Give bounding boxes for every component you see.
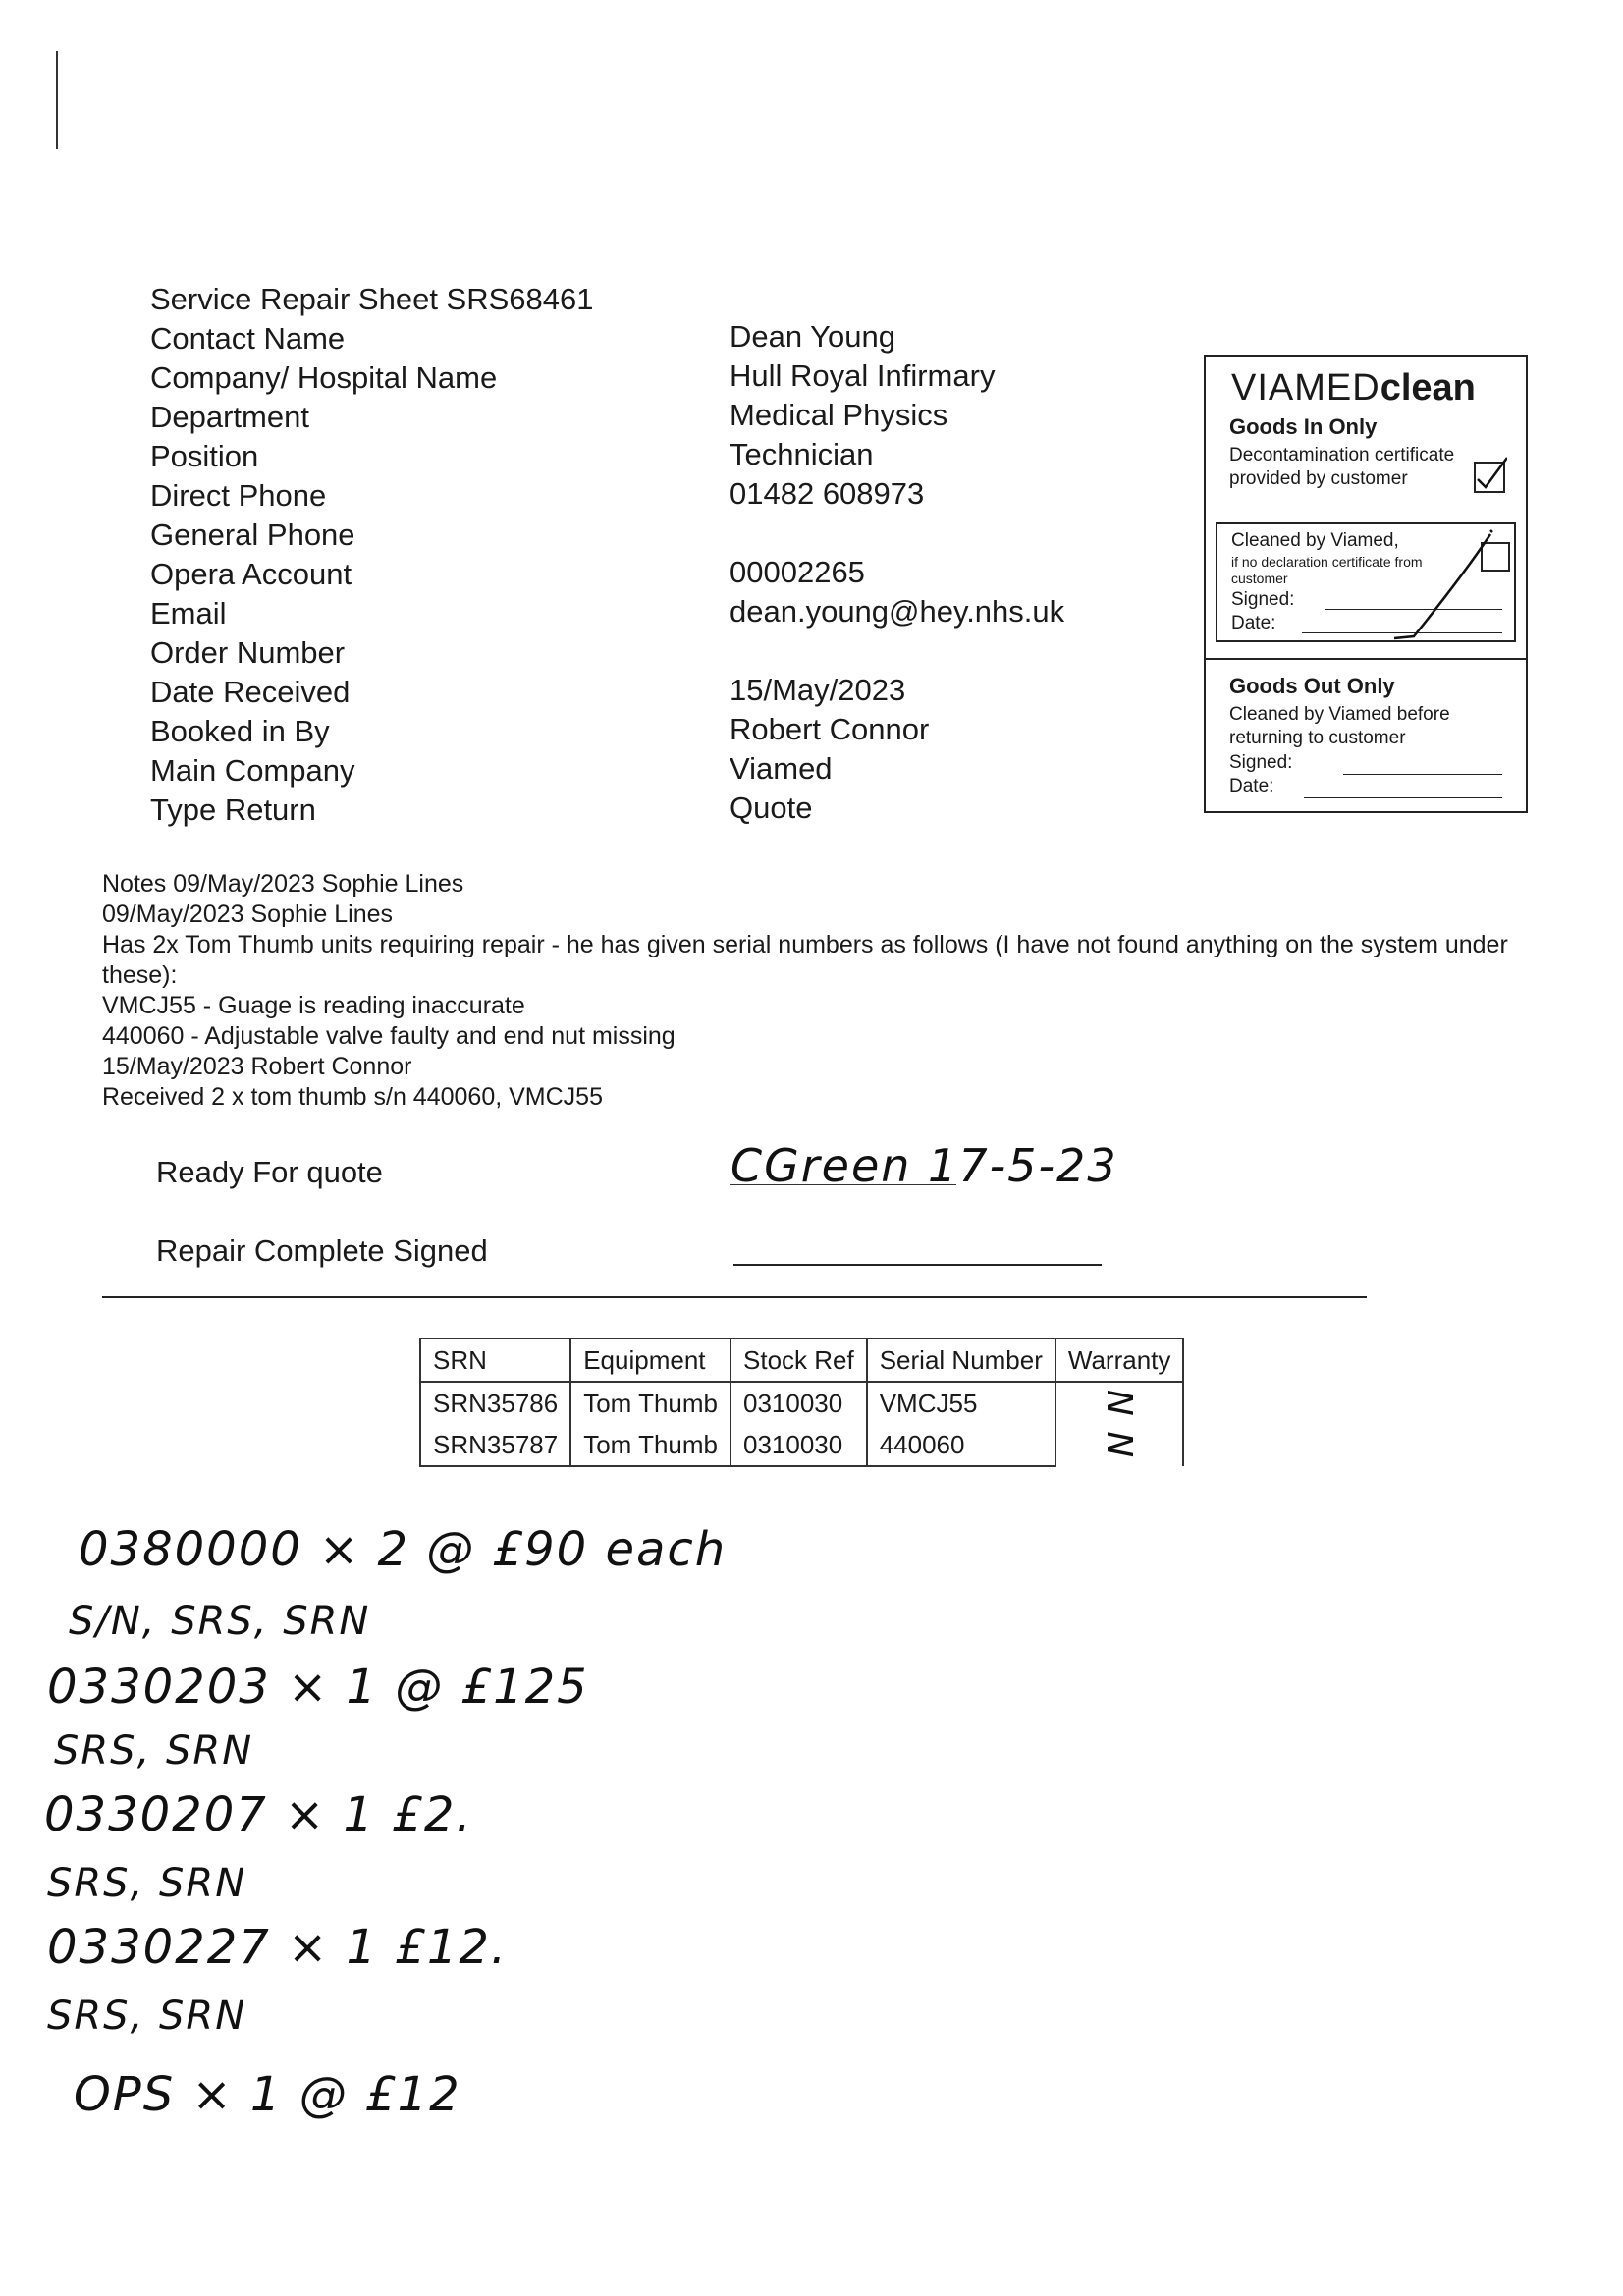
value-date-received: 15/May/2023: [730, 673, 906, 707]
notes-line: Has 2x Tom Thumb units requiring repair - he has given serial numbers as follows (I have not found anything on the system under these):: [102, 931, 1508, 989]
cell-serial: VMCJ55: [867, 1382, 1055, 1424]
col-srn: SRN: [420, 1339, 570, 1382]
value-email: dean.young@hey.nhs.uk: [730, 594, 1065, 629]
date-label-2: Date:: [1229, 776, 1274, 796]
sheet-title: Service Repair Sheet SRS68461: [150, 282, 594, 316]
value-position: Technician: [730, 437, 874, 471]
value-company: Hull Royal Infirmary: [730, 358, 996, 393]
date-label: Date:: [1231, 613, 1276, 633]
value-opera-account: 00002265: [730, 555, 865, 589]
label-date-received: Date Received: [150, 675, 351, 709]
handwritten-line: 0330227 × 1 £12.: [47, 1920, 509, 1975]
margin-mark: [56, 51, 58, 149]
cell-stock-ref: 0310030: [730, 1382, 867, 1424]
label-type-return: Type Return: [150, 793, 316, 827]
repair-complete-label: Repair Complete Signed: [156, 1233, 488, 1268]
no-declaration-text: if no declaration certificate from customer: [1231, 554, 1423, 586]
decon-checkbox[interactable]: [1474, 462, 1505, 493]
signature-underline: [730, 1184, 956, 1185]
value-order-number: [730, 631, 1064, 671]
label-department: Department: [150, 400, 309, 434]
label-direct-phone: Direct Phone: [150, 478, 327, 513]
warranty-handwriting: N N: [1099, 1389, 1140, 1460]
tick-mark-icon: [1474, 456, 1507, 489]
cell-srn: SRN35787: [420, 1424, 570, 1466]
table-row: [420, 1382, 1183, 1424]
ready-for-quote-label: Ready For quote: [156, 1155, 383, 1189]
field-labels: [150, 280, 593, 830]
ready-signature: CGreen 17-5-23: [730, 1139, 1118, 1192]
value-booked-in-by: Robert Connor: [730, 712, 930, 746]
cell-srn: SRN35786: [420, 1382, 570, 1424]
label-general-phone: General Phone: [150, 518, 355, 552]
cell-serial: 440060: [867, 1424, 1055, 1466]
box-divider: [1206, 658, 1526, 660]
label-email: Email: [150, 596, 227, 630]
label-order-number: Order Number: [150, 635, 346, 670]
handwritten-line: SRS, SRN: [47, 1994, 247, 2039]
label-main-company: Main Company: [150, 753, 355, 788]
handwritten-line: 0330203 × 1 @ £125: [47, 1660, 589, 1715]
table-header-row: [420, 1339, 1183, 1382]
handwritten-line: SRS, SRN: [54, 1728, 254, 1774]
value-direct-phone: 01482 608973: [730, 476, 925, 511]
notes-line: 09/May/2023 Sophie Lines: [102, 901, 394, 928]
cell-equipment: Tom Thumb: [570, 1382, 730, 1424]
cleaned-by-text: Cleaned by Viamed,: [1231, 530, 1399, 551]
goods-out-heading: Goods Out Only: [1229, 674, 1395, 698]
col-equipment: Equipment: [570, 1339, 730, 1382]
notes-line: Received 2 x tom thumb s/n 440060, VMCJ55: [102, 1083, 603, 1111]
goods-in-heading: Goods In Only: [1229, 414, 1378, 439]
notes-section: [102, 869, 1565, 1113]
section-divider: [102, 1296, 1367, 1298]
cell-stock-ref: 0310030: [730, 1424, 867, 1466]
viamed-logo: VIAMEDclean: [1231, 367, 1476, 409]
cell-warranty: [1055, 1382, 1184, 1466]
value-contact-name: Dean Young: [730, 319, 895, 354]
notes-line: VMCJ55 - Guage is reading inaccurate: [102, 992, 525, 1019]
col-stock-ref: Stock Ref: [730, 1339, 867, 1382]
cell-equipment: Tom Thumb: [570, 1424, 730, 1466]
value-main-company: Viamed: [730, 751, 833, 786]
field-values: [730, 317, 1064, 828]
handwritten-line: 0380000 × 2 @ £90 each: [79, 1522, 728, 1577]
equipment-table: [419, 1338, 1184, 1467]
viamed-clean-stamp: [1204, 355, 1528, 813]
goods-out-text: Cleaned by Viamed before returning to customer: [1229, 704, 1450, 748]
decon-text: Decontamination certificate provided by customer: [1229, 445, 1455, 489]
label-position: Position: [150, 439, 259, 473]
signed-label: Signed:: [1231, 589, 1295, 610]
handwritten-line: SRS, SRN: [47, 1861, 247, 1906]
handwritten-line: S/N, SRS, SRN: [69, 1599, 371, 1644]
date-line-2: [1304, 797, 1502, 798]
handwritten-line: 0330207 × 1 £2.: [44, 1787, 473, 1842]
notes-line: Notes 09/May/2023 Sophie Lines: [102, 870, 464, 898]
value-type-return: Quote: [730, 791, 813, 825]
signed-label-2: Signed:: [1229, 752, 1293, 773]
signed-line-2: [1343, 774, 1502, 775]
notes-line: 15/May/2023 Robert Connor: [102, 1053, 412, 1080]
col-serial-number: Serial Number: [867, 1339, 1055, 1382]
col-warranty: Warranty: [1055, 1339, 1184, 1382]
handwritten-line: OPS × 1 @ £12: [74, 2067, 461, 2122]
label-booked-in-by: Booked in By: [150, 714, 330, 748]
cleaned-by-viamed-section: [1216, 522, 1516, 642]
value-department: Medical Physics: [730, 398, 948, 432]
repair-signature-line: [733, 1264, 1102, 1266]
value-general-phone: [730, 514, 1064, 553]
strike-through-icon: [1375, 526, 1502, 642]
label-contact-name: Contact Name: [150, 321, 346, 355]
label-company: Company/ Hospital Name: [150, 360, 498, 395]
notes-line: 440060 - Adjustable valve faulty and end nut missing: [102, 1022, 676, 1050]
label-opera-account: Opera Account: [150, 557, 352, 591]
